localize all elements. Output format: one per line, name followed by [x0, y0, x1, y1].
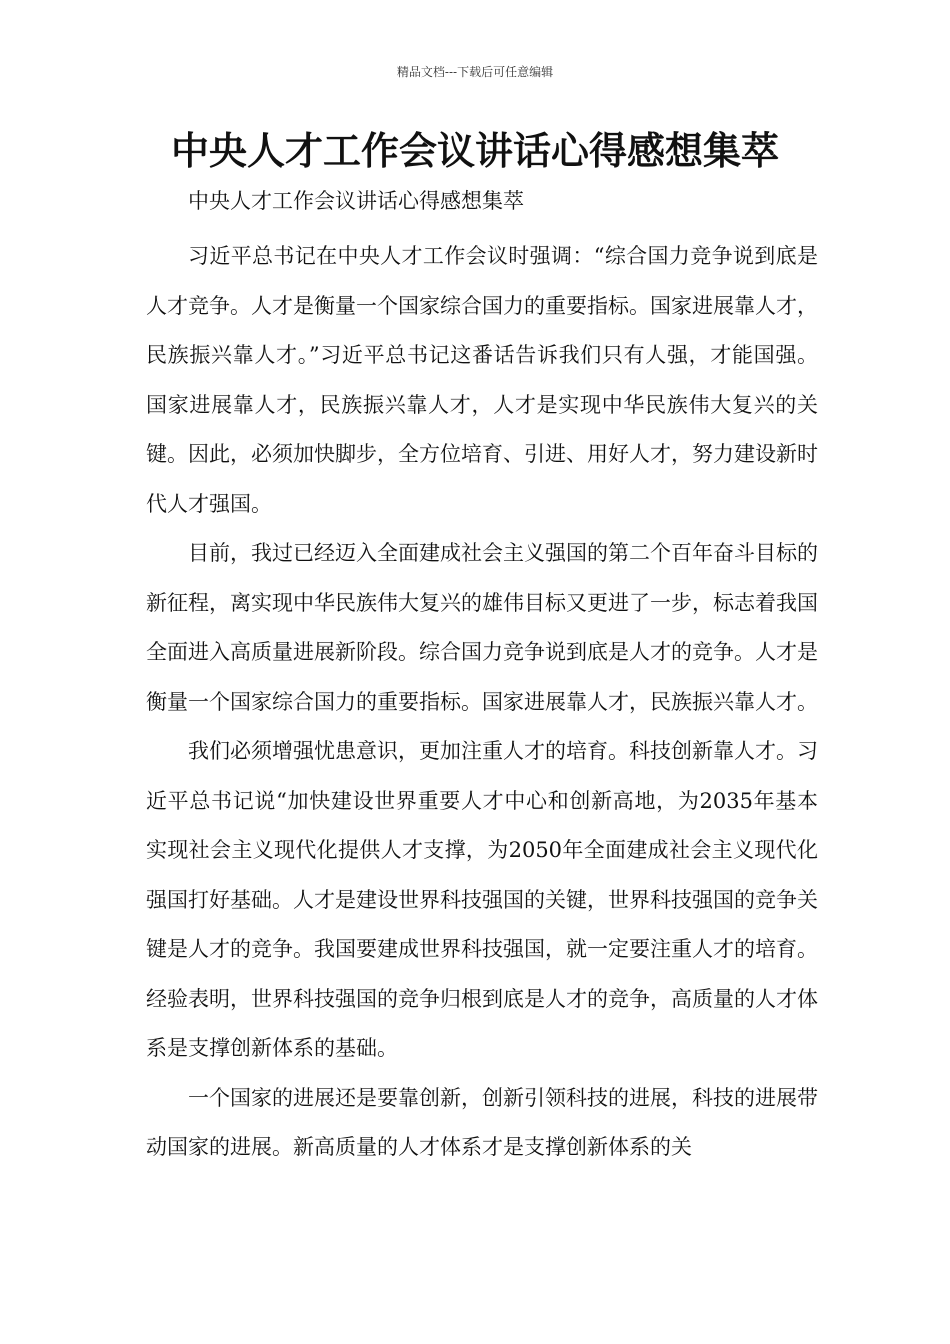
paragraph-1: 习近平总书记在中央人才工作会议时强调：“综合国力竞争说到底是人才竞争。人才是衡量一个国家综合国力的重要指标。国家进展靠人才，民族振兴靠人才。”习近平总书记这番话告诉我们只有人强，才能国强。国家进展靠人才，民族振兴靠人才，人才是实现中华民族伟大复兴的关键。因此，必须加快脚步，全方位培育、引进、用好人才，努力建设新时代人才强国。 [146, 244, 818, 516]
paragraph-4: 一个国家的进展还是要靠创新，创新引领科技的进展，科技的进展带动国家的进展。新高质量的人才体系才是支撑创新体系的关 [146, 1085, 818, 1159]
header-note: 精品文档---下载后可任意编辑 [396, 65, 554, 79]
document-body [146, 186, 818, 1173]
paragraph-2: 目前，我过已经迈入全面建成社会主义强国的第二个百年奋斗目标的新征程，离实现中华民族伟大复兴的雄伟目标又更进了一步，标志着我国全面进入高质量进展新阶段。综合国力竞争说到底是人才的竞争。人才是衡量一个国家综合国力的重要指标。国家进展靠人才，民族振兴靠人才。 [146, 541, 818, 714]
document-title: 中央人才工作会议讲话心得感想集萃 [170, 128, 779, 173]
document-subtitle: 中央人才工作会议讲话心得感想集萃 [188, 189, 524, 213]
paragraph-3: 我们必须增强忧患意识，更加注重人才的培育。科技创新靠人才。习近平总书记说“加快建设世界重要人才中心和创新高地，为2035年基本实现社会主义现代化提供人才支撑，为2050年全面建成社会主义现代化强国打好基础。人才是建设世界科技强国的关键，世界科技强国的竞争关键是人才的竞争。我国要建成世界科技强国，就一定要注重人才的培育。经验表明，世界科技强国的竞争归根到底是人才的竞争，高质量的人才体系是支撑创新体系的基础。 [146, 739, 818, 1060]
